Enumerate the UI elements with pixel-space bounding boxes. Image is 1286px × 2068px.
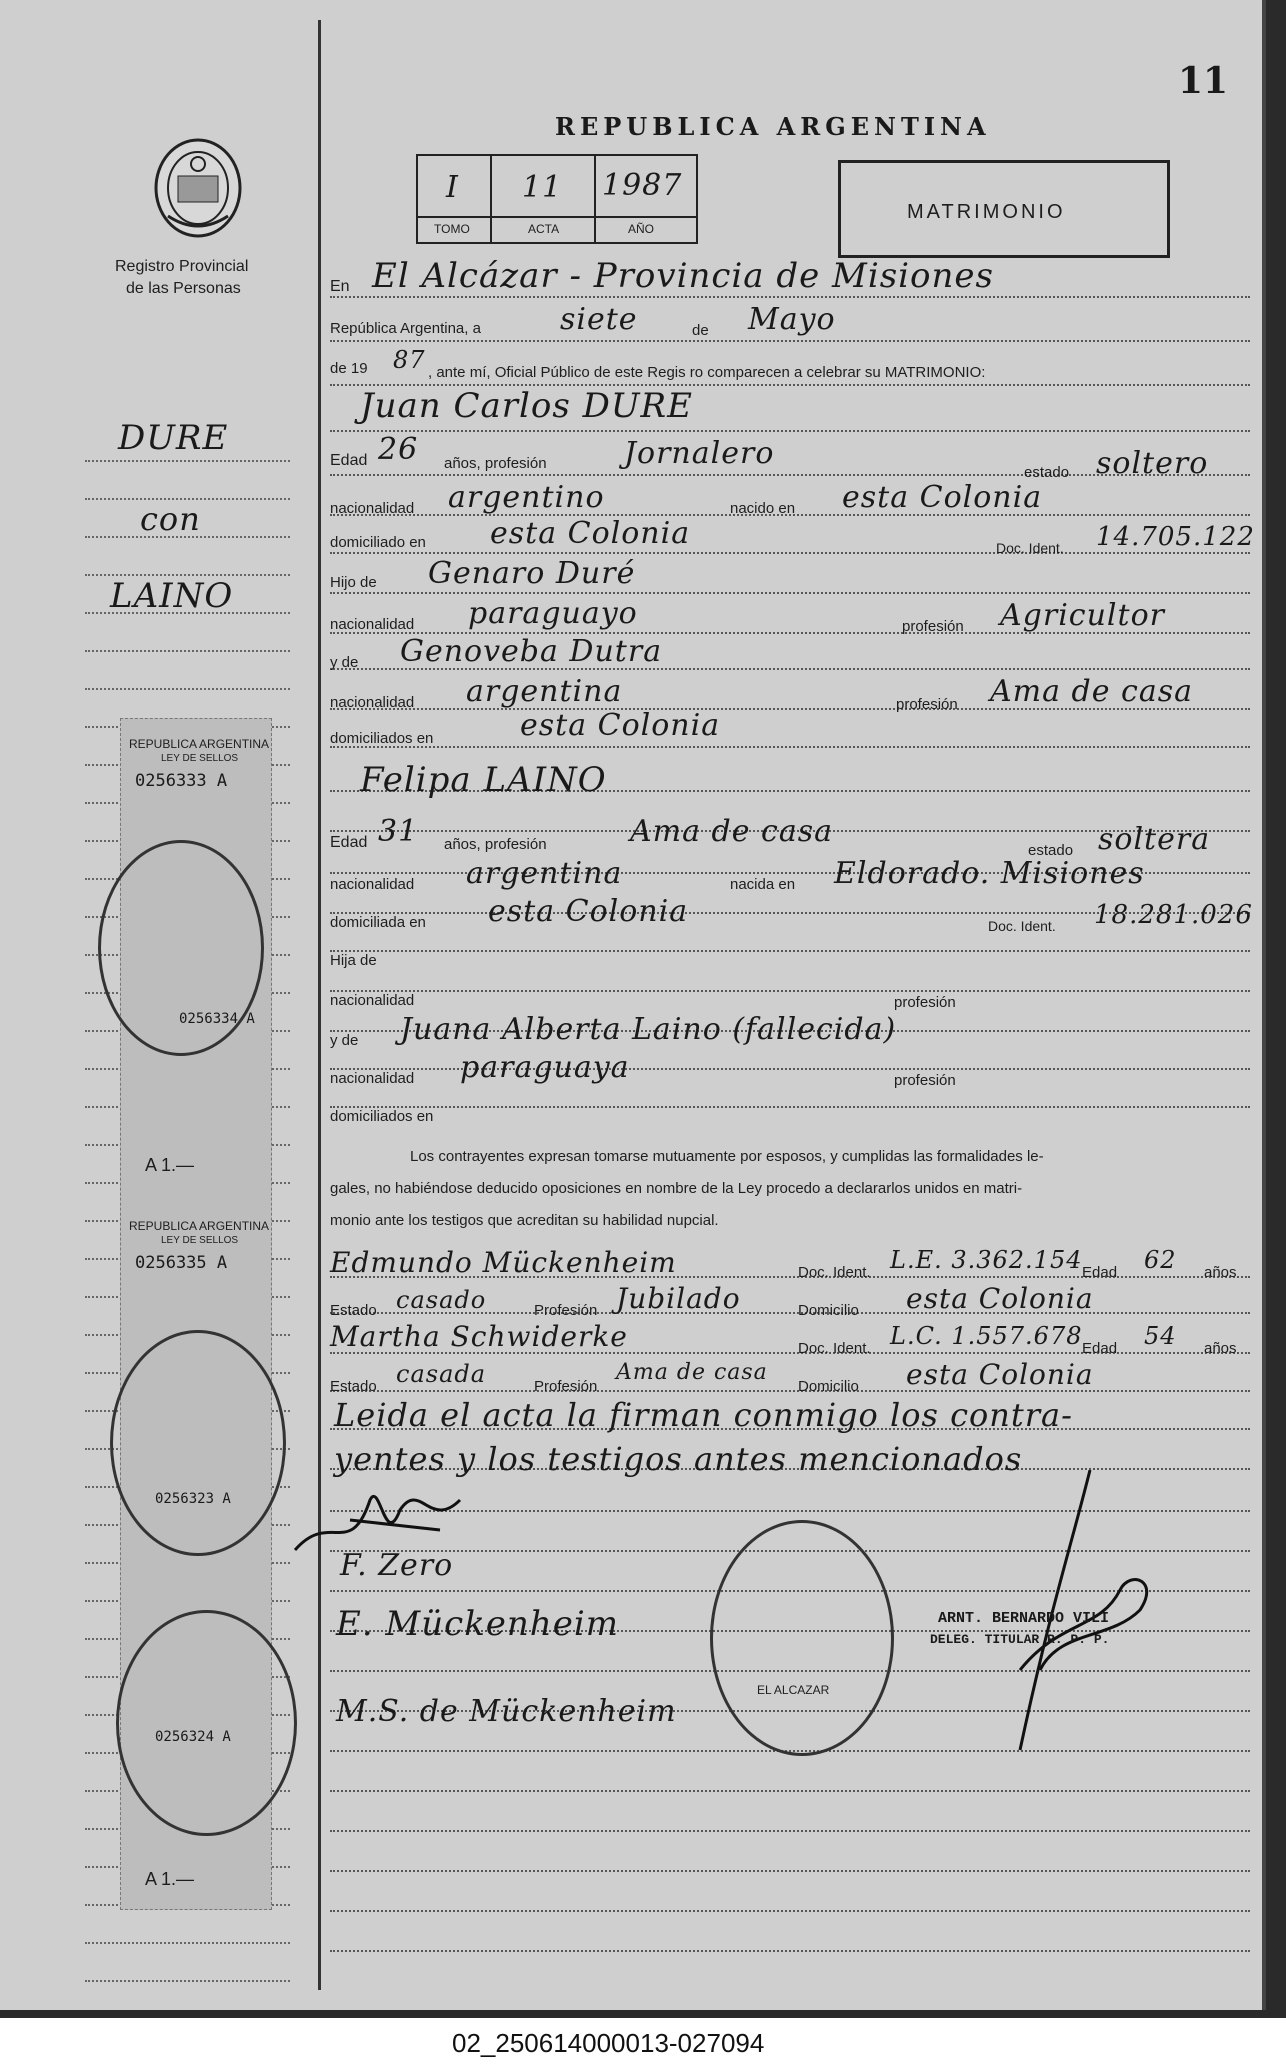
stamp1-ley: LEY DE SELLOS (161, 753, 239, 764)
bride-yde-label: y de (330, 1032, 359, 1049)
margin-surname-groom: DURE (118, 418, 229, 458)
ruled-line (330, 1790, 1250, 1792)
de-label: de (692, 322, 709, 339)
witness1-profesion: Jubilado (616, 1282, 741, 1315)
official-seal-1 (98, 840, 264, 1056)
month: Mayo (748, 302, 836, 337)
witness2-doc-label: Doc. Ident. (798, 1340, 871, 1357)
official-seal-main (710, 1520, 894, 1756)
acta-value: 11 (522, 170, 563, 205)
groom-nacionalidad: argentino (448, 480, 605, 515)
bride-hija-label: Hija de (330, 952, 377, 969)
ruled-line (330, 592, 1250, 594)
stamp2-number: 0256334 A (179, 1011, 255, 1027)
ruled-line (330, 296, 1250, 298)
bride-profesion: Ama de casa (630, 814, 833, 849)
statement-line-1: Los contrayentes expresan tomarse mutuamente por esposos, y cumplidas las formalidades le- (410, 1148, 1044, 1165)
witness1-doc-label: Doc. Ident. (798, 1264, 871, 1281)
bride-edad-label: Edad (330, 834, 368, 851)
stamp4-number: 0256323 A (155, 1491, 231, 1507)
ruled-line (330, 950, 1250, 952)
official-text: , ante mí, Oficial Público de este Regis ro comparecen a celebrar su MATRIMONIO: (428, 364, 986, 381)
ruled-line (330, 990, 1250, 992)
groom-doc: 14.705.122 (1096, 522, 1255, 552)
bride-nacida-en: Eldorado. Misiones (834, 856, 1145, 891)
registry-line2: de las Personas (126, 280, 241, 297)
stamp-price-2: A 1.— (145, 1869, 195, 1889)
witness2-edad: 54 (1144, 1322, 1177, 1350)
groom-name: Juan Carlos DURE (360, 386, 693, 426)
stamp1-header: REPUBLICA ARGENTINA (129, 737, 270, 751)
margin-ruled-line (85, 574, 290, 576)
bride-madre: Juana Alberta Laino (fallecida) (400, 1012, 897, 1047)
seal-place: EL ALCAZAR (757, 1683, 830, 1697)
witness1-name: Edmundo Mückenheim (330, 1246, 677, 1279)
margin-ruled-line (85, 650, 290, 652)
official-seal-3 (116, 1610, 297, 1836)
stamp1-number: 0256333 A (135, 771, 228, 791)
bride-name: Felipa LAINO (360, 760, 607, 800)
witness2-anios-label: años (1204, 1340, 1237, 1357)
witness2-estado-label: Estado (330, 1378, 377, 1395)
page-number: 11 (1178, 60, 1229, 102)
groom-anios-prof-label: años, profesión (444, 455, 547, 472)
official-seal-2 (110, 1330, 286, 1556)
closing-line-2: yentes y los testigos antes mencionados (334, 1440, 1023, 1478)
groom-padre: Genaro Duré (428, 556, 636, 591)
act-type-box (838, 160, 1170, 258)
bride-estado: soltera (1098, 822, 1211, 857)
bride-anios-prof-label: años, profesión (444, 836, 547, 853)
bride-domicilio: esta Colonia (488, 894, 689, 929)
margin-column (0, 0, 318, 2010)
witness2-estado: casada (396, 1360, 487, 1388)
ruled-line (330, 1950, 1250, 1952)
witness2-edad-label: Edad (1082, 1340, 1118, 1357)
country-title: REPUBLICA ARGENTINA (555, 112, 991, 141)
groom-estado: soltero (1096, 446, 1209, 481)
official-title: DELEG. TITULAR R. P. P. (930, 1632, 1110, 1647)
bride-madre-nac: paraguaya (460, 1050, 630, 1085)
year-suffix: 87 (393, 346, 426, 374)
witness1-domicilio: esta Colonia (906, 1282, 1094, 1315)
stamp3-ley: LEY DE SELLOS (161, 1235, 239, 1246)
witness1-edad: 62 (1144, 1246, 1177, 1274)
ruled-line (330, 1390, 1250, 1392)
groom-hijo-label: Hijo de (330, 574, 377, 591)
witness1-anios-label: años (1204, 1264, 1237, 1281)
coat-of-arms-icon (150, 136, 246, 240)
ruled-line (330, 430, 1250, 432)
bride-doc-label: Doc. Ident. (988, 918, 1056, 934)
bride-edad: 31 (378, 814, 419, 849)
groom-padre-nac: paraguayo (468, 596, 638, 631)
groom-madre-nac: argentina (466, 674, 623, 709)
bride-nacida-label: nacida en (730, 876, 796, 893)
republica-label: República Argentina, a (330, 320, 481, 337)
witness1-prof-label: Profesión (534, 1302, 598, 1319)
stamp-price-1: A 1.— (145, 1155, 195, 1175)
groom-padre-prof: Agricultor (1000, 598, 1165, 633)
groom-madre: Genoveba Dutra (400, 634, 663, 669)
bride-doc: 18.281.026 (1094, 900, 1253, 930)
witness1-doc: L.E. 3.362.154 (890, 1246, 1083, 1274)
en-label: En (330, 278, 350, 295)
margin-ruled-line (85, 1942, 290, 1944)
anio-label: AÑO (628, 222, 655, 236)
margin-ruled-line (85, 612, 290, 614)
acta-label: ACTA (528, 222, 560, 236)
margin-ruled-line (85, 688, 290, 690)
witness1-dom-label: Domicilio (798, 1302, 859, 1319)
caption-text: 02_250614000013-027094 (452, 2028, 765, 2058)
registry-line1: Registro Provincial (115, 258, 249, 275)
witness1-estado-label: Estado (330, 1302, 377, 1319)
bride-nacionalidad: argentina (466, 856, 623, 891)
place: El Alcázar - Provincia de Misiones (372, 256, 994, 296)
margin-ruled-line (85, 536, 290, 538)
statement-line-2: gales, no habiéndose deducido oposiciones en nombre de la Ley procedo a declararlos unidos en matri- (330, 1180, 1023, 1197)
ruled-line (330, 1910, 1250, 1912)
groom-madre-prof: Ama de casa (990, 674, 1193, 709)
groom-nac-label: nacionalidad (330, 500, 415, 517)
stamp5-number: 0256324 A (155, 1729, 231, 1745)
ruled-line (330, 1870, 1250, 1872)
bride-madre-prof-label: profesión (894, 1072, 956, 1089)
closing-line-1: Leida el acta la firman conmigo los contra- (334, 1396, 1073, 1434)
groom-doc-label: Doc. Ident. (996, 540, 1064, 556)
witness1-edad-label: Edad (1082, 1264, 1118, 1281)
bride-estado-label: estado (1028, 842, 1074, 859)
margin-surname-bride: LAINO (110, 576, 234, 616)
witness2-profesion: Ama de casa (616, 1360, 768, 1385)
bride-padre-nac-label: nacionalidad (330, 992, 415, 1009)
witness2-doc: L.C. 1.557.678 (890, 1322, 1083, 1350)
signature-muck: E. Mückenheim (336, 1604, 619, 1644)
groom-yde-label: y de (330, 654, 359, 671)
statement-line-3: monio ante los testigos que acreditan su habilidad nupcial. (330, 1212, 719, 1229)
groom-nacido-en: esta Colonia (842, 480, 1043, 515)
groom-padre-prof-label: profesión (902, 618, 964, 635)
bride-madre-nac-label: nacionalidad (330, 1070, 415, 1087)
tomo-acta-anio-box (416, 154, 698, 244)
signature-zero: F. Zero (340, 1548, 454, 1583)
caption-bar (0, 2018, 1286, 2068)
witness1-estado: casado (396, 1286, 487, 1314)
ruled-line (330, 1106, 1250, 1108)
day: siete (560, 302, 638, 337)
act-type: MATRIMONIO (907, 201, 1066, 223)
ruled-line (330, 1830, 1250, 1832)
groom-edad: 26 (378, 432, 419, 467)
groom-doms-label: domiciliados en (330, 730, 434, 747)
official-name: ARNT. BERNARDO VILI (938, 1610, 1110, 1627)
ruled-line (330, 746, 1250, 748)
groom-padre-nac-label: nacionalidad (330, 616, 415, 633)
groom-profesion: Jornalero (624, 436, 775, 471)
tomo-value: I (446, 170, 459, 205)
witness2-prof-label: Profesión (534, 1378, 598, 1395)
witness2-name: Martha Schwiderke (330, 1320, 628, 1353)
groom-estado-label: estado (1024, 464, 1070, 481)
year-prefix: de 19 (330, 360, 368, 377)
bride-padre-prof-label: profesión (894, 994, 956, 1011)
groom-domicilio: esta Colonia (490, 516, 691, 551)
groom-madre-prof-label: profesión (896, 696, 958, 713)
anio-value: 1987 (602, 168, 683, 203)
margin-con: con (140, 500, 201, 538)
bride-dom-label: domiciliada en (330, 914, 426, 931)
margin-ruled-line (85, 1980, 290, 1982)
margin-ruled-line (85, 460, 290, 462)
bride-nac-label: nacionalidad (330, 876, 415, 893)
margin-ruled-line (85, 498, 290, 500)
signature-martha: M.S. de Mückenheim (336, 1694, 677, 1729)
witness2-dom-label: Domicilio (798, 1378, 859, 1395)
stamp3-number: 0256335 A (135, 1253, 228, 1273)
groom-padres-dom: esta Colonia (520, 708, 721, 743)
tomo-label: TOMO (434, 222, 470, 236)
groom-dom-label: domiciliado en (330, 534, 426, 551)
bride-doms-label: domiciliados en (330, 1108, 434, 1125)
ruled-line (330, 340, 1250, 342)
groom-madre-nac-label: nacionalidad (330, 694, 415, 711)
ruled-line (330, 552, 1250, 554)
margin-divider (318, 20, 321, 1990)
groom-edad-label: Edad (330, 452, 368, 469)
stamp3-header: REPUBLICA ARGENTINA (129, 1219, 270, 1233)
witness2-domicilio: esta Colonia (906, 1358, 1094, 1391)
groom-nacido-label: nacido en (730, 500, 796, 517)
